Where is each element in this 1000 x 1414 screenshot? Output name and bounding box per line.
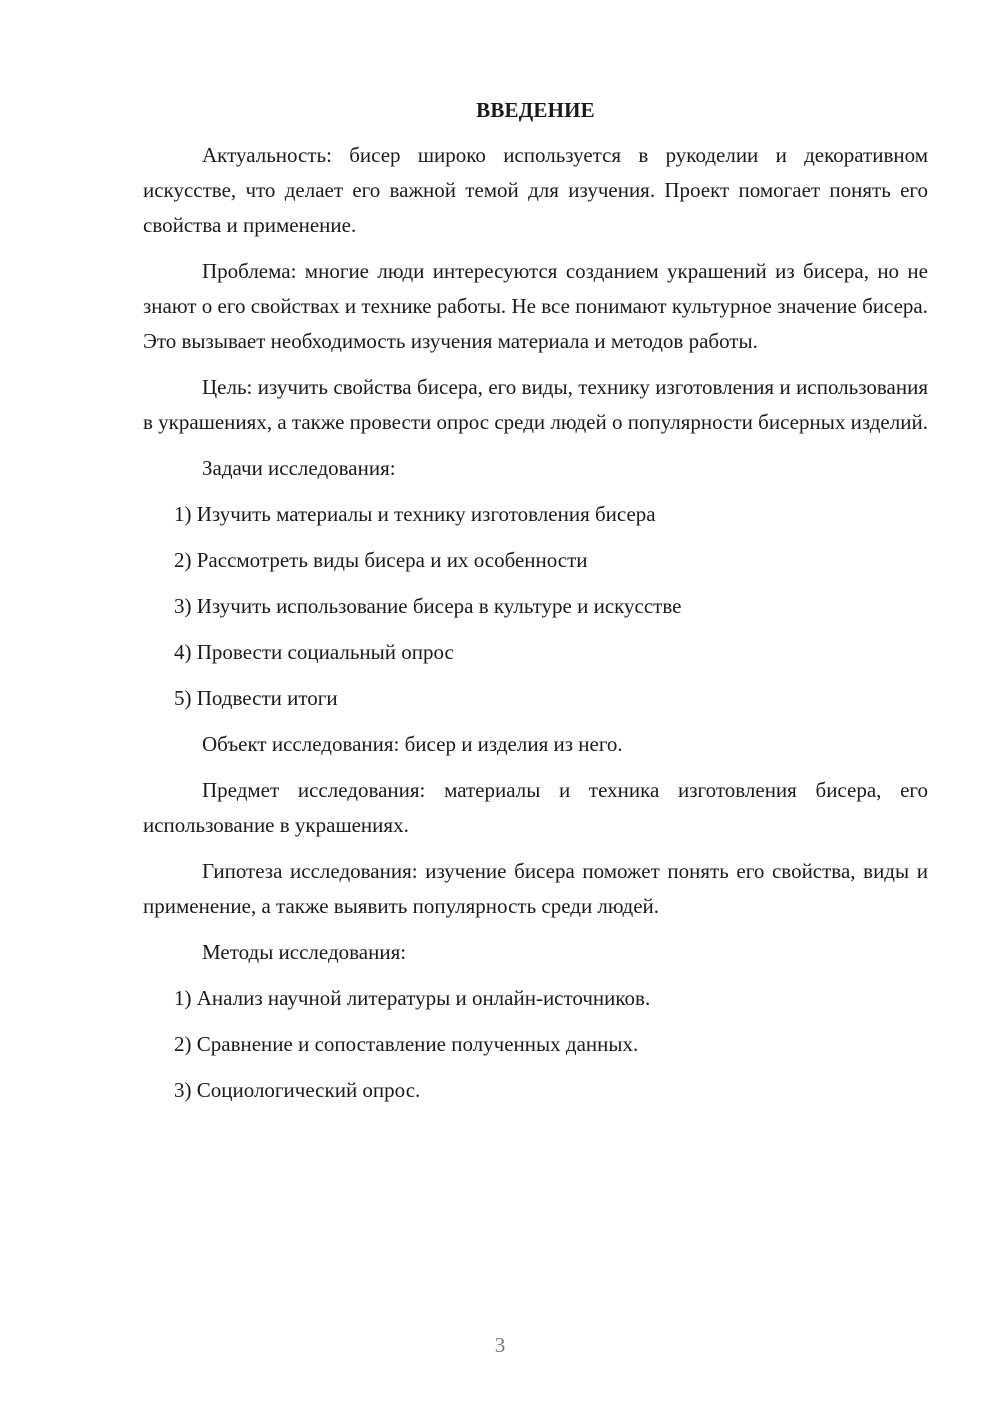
list-item: 5) Подвести итоги: [174, 686, 338, 710]
list-item: 2) Рассмотреть виды бисера и их особенности: [174, 548, 588, 572]
list-item: 1) Анализ научной литературы и онлайн-источников.: [174, 986, 651, 1010]
paragraph-hypothesis: Гипотеза исследования: изучение бисера поможет понять его свойства, виды и применение, а также выявить популярность среди людей.: [143, 859, 928, 918]
document-page: [143, 96, 928, 1119]
paragraph-object: Объект исследования: бисер и изделия из него.: [202, 732, 623, 756]
tasks-title: Задачи исследования:: [202, 456, 396, 480]
list-item: 2) Сравнение и сопоставление полученных данных.: [174, 1032, 639, 1056]
tasks-list: [143, 497, 928, 716]
methods-list: [143, 981, 928, 1108]
paragraph-problem: Проблема: многие люди интересуются созданием украшений из бисера, но не знают о его свойствах и технике работы. Не все понимают культурное значение бисера. Это вызывает необходимость изучения материала и методов работы.: [143, 259, 928, 353]
paragraph-goal: Цель: изучить свойства бисера, его виды, технику изготовления и использования в украшениях, а также провести опрос среди людей о популярности бисерных изделий.: [143, 375, 928, 434]
paragraph-relevance: Актуальность: бисер широко используется в рукоделии и декоративном искусстве, что делает его важной темой для изучения. Проект помогает понять его свойства и применение.: [143, 143, 928, 237]
methods-title: Методы исследования:: [202, 940, 407, 964]
list-item: 3) Социологический опрос.: [174, 1078, 421, 1102]
list-item: 4) Провести социальный опрос: [174, 640, 454, 664]
section-heading: ВВЕДЕНИЕ: [476, 98, 595, 122]
list-item: 1) Изучить материалы и технику изготовления бисера: [174, 502, 656, 526]
paragraph-subject: Предмет исследования: материалы и техника изготовления бисера, его использование в украшениях.: [143, 778, 928, 837]
page-number: 3: [494, 1333, 506, 1357]
list-item: 3) Изучить использование бисера в культуре и искусстве: [174, 594, 682, 618]
